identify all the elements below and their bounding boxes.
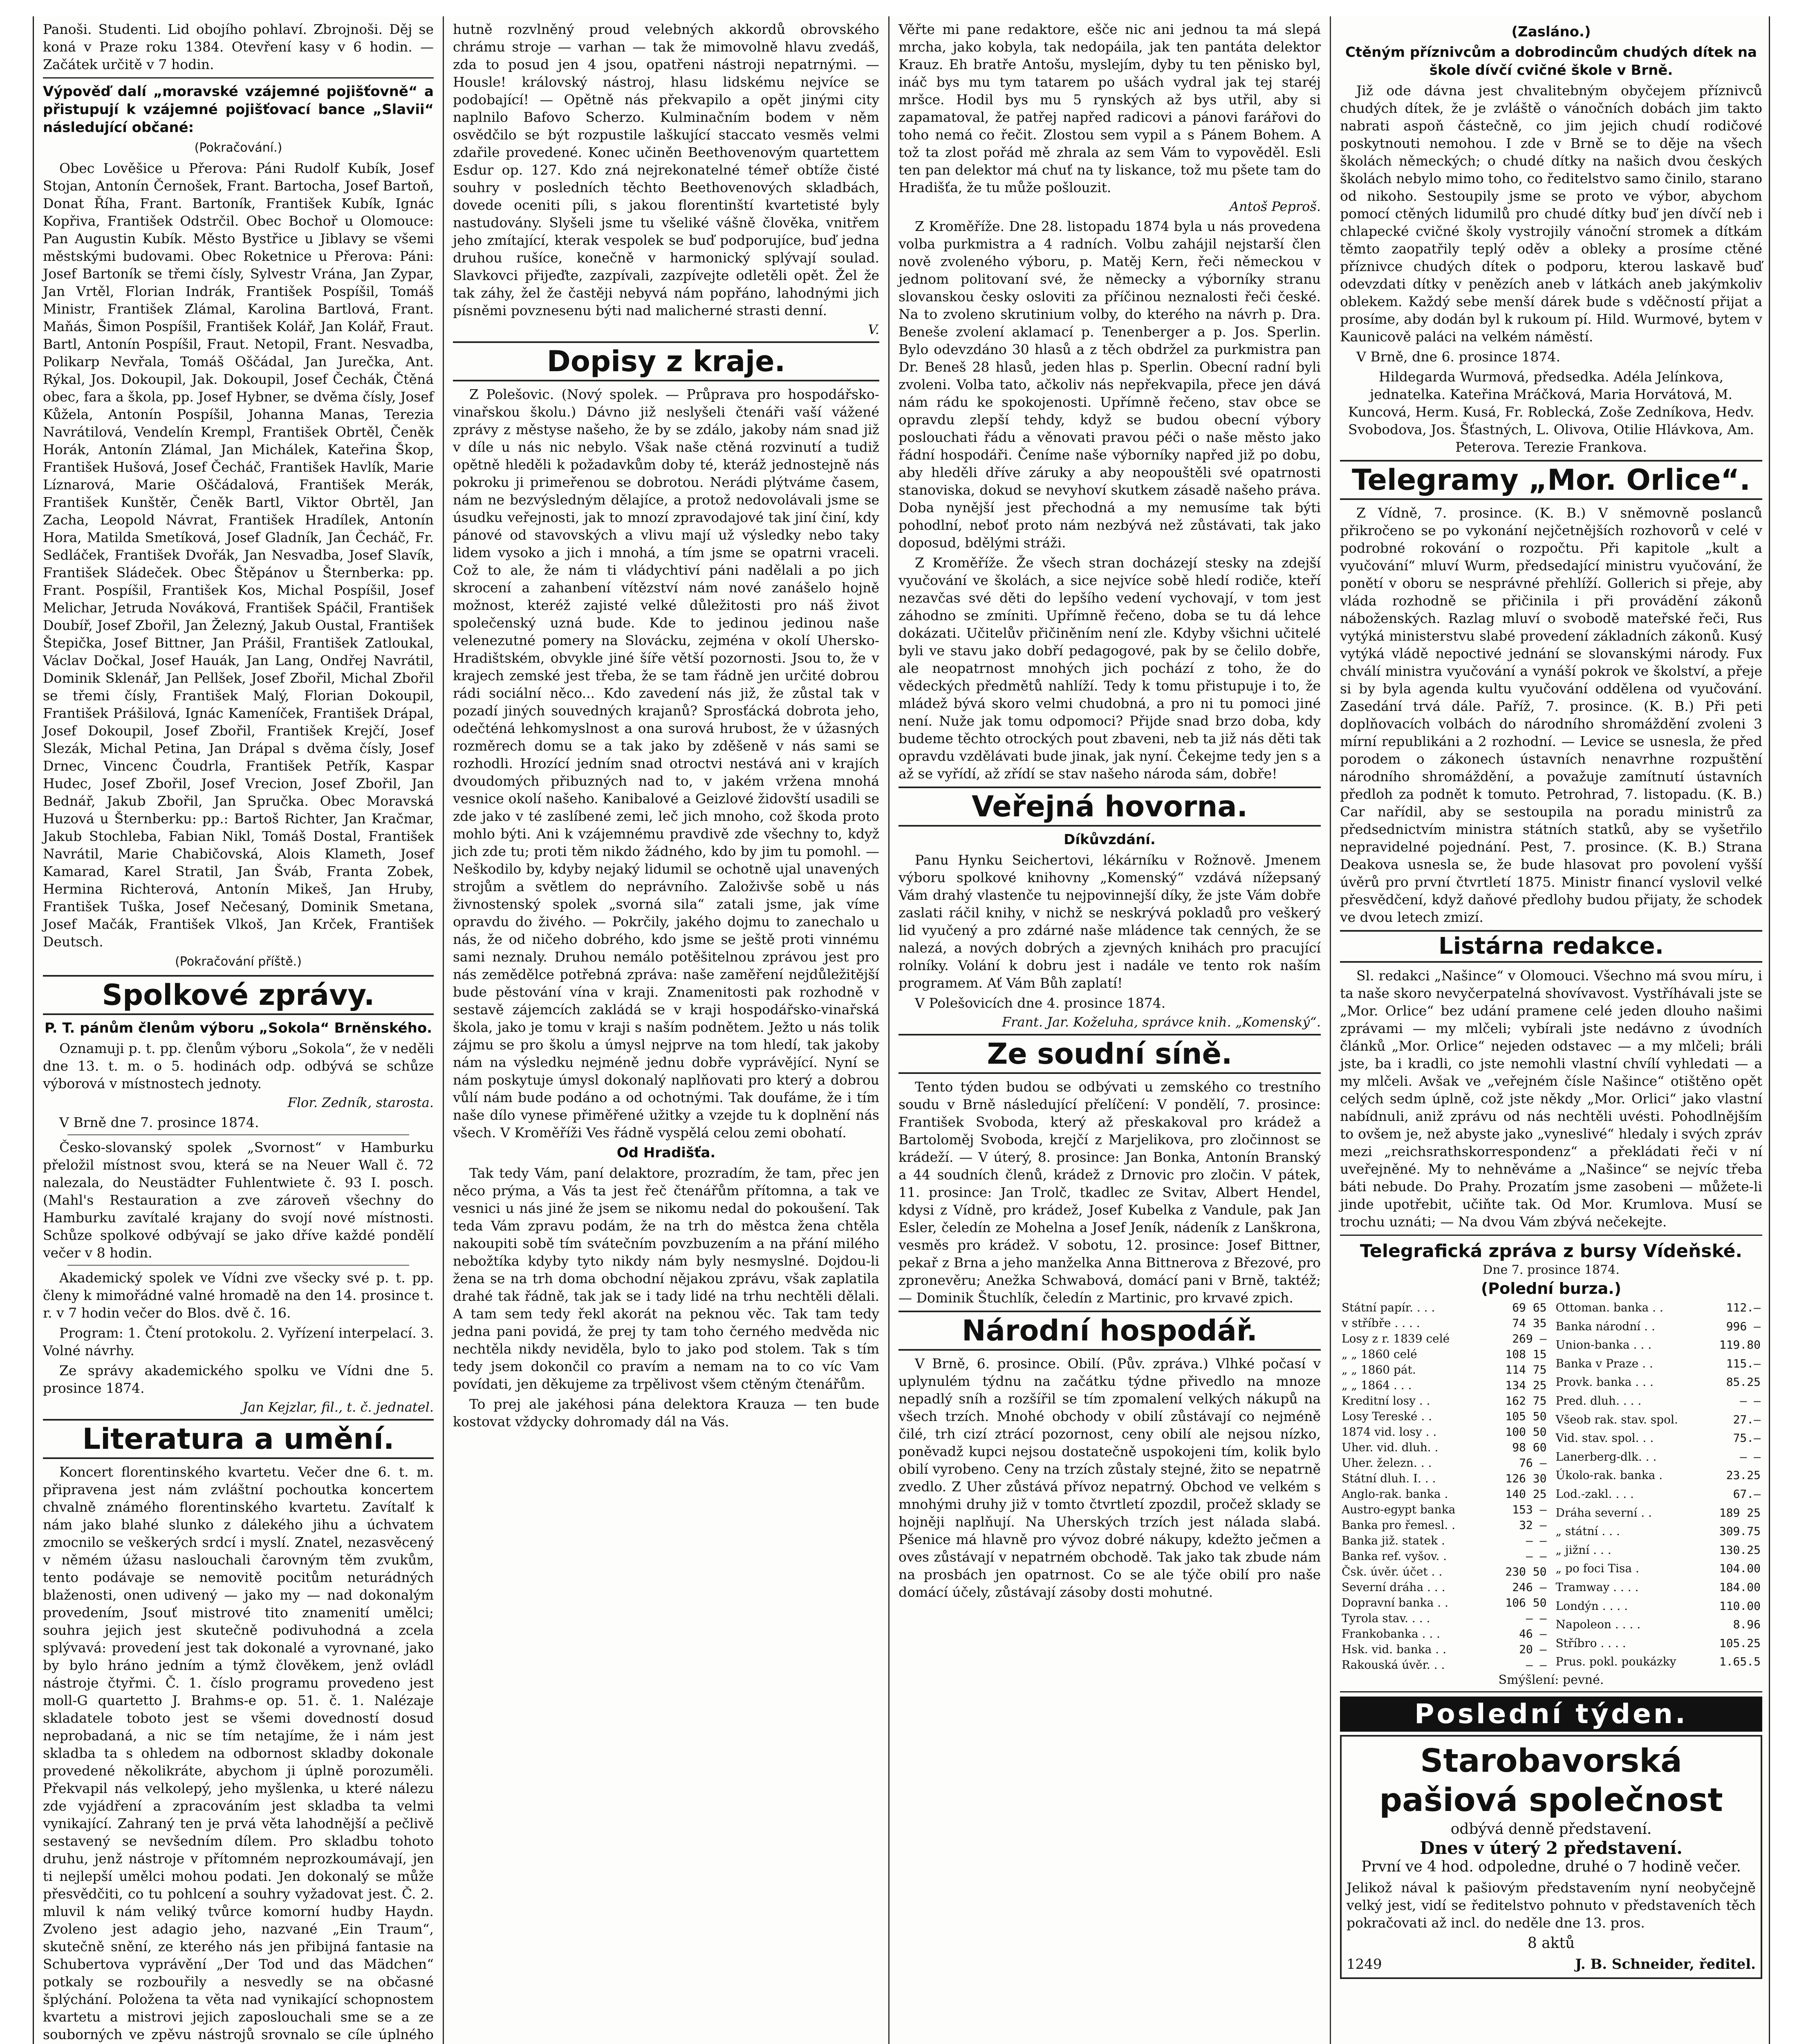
- bourse-item: „ „ 1860 pát.: [1342, 1363, 1416, 1376]
- bourse-row: [1340, 1626, 1548, 1642]
- narodni-text: V Brně, 6. prosince. Obilí. (Pův. zpráva.) Vlhké počasí v uplynulém týdnu na začátku týdne přivedlo na mnoze nepadlý sníh a rozšířil se tím zpomalení velkých nákupů na všech trzích. Mnohé obchody v obilí zůstávají co nejméně čilé, trh cizí ztrácí pozornost, ceny obilí ale nejsou nízko, poněvadž kupci nejsou dostatečně uspokojeni tím, kolik bylo obilí vyrobeno. Ceny na trzích zůstaly stejné, žito se nepatrně zvedlo. Z Uher zůstává přívoz nepatrný. Obchod ve velkém s mnohými druhy již v tomto čtvrtletí zpozdil, pročež sklady se hojněji naplňují. Na Uherských trzích jest nálada slabá. Pšenice má hlavně pro vývoz dobré nákupy, kdežto ječmen a oves zůstávají v nepatrném obchodě. Tak jako tak zbude nám na prosbách jen opatrnost. Co se ale týče obilí pro naše domácí účely, zůstávají zásoby dosti mohutné.: [899, 1356, 1321, 1600]
- bourse-row: [1340, 1331, 1548, 1347]
- divider: [43, 77, 434, 78]
- bourse-row: [1340, 1611, 1548, 1626]
- column-2: [443, 16, 888, 2044]
- bourse-value: 126 30: [1505, 1472, 1547, 1485]
- bourse-value: 76 —: [1519, 1456, 1547, 1470]
- donations-list: Obec Lověšice u Přerova: Páni Rudolf Kubík, Josef Stojan, Antonín Černošek, Frant. Bartocha, Josef Bartoň, Donat Říha, Frant. Bartoník, František Kubík, Ignác Kopřiva, František Odstrčil. Obec Bochoř u Olomouce: Pan Augustin Kubík. Město Bystřice u Jiblavy se všemi městskými budovami. Obec Roketnice u Přerova: Páni: Josef Bartoník se třemi čísly, Sylvestr Vrána, Jan Zypar, Jan Vrtěl, Florian Indrák, František Pospíšil, Tomáš Ministr, František Zlámal, Karolina Bartlová, Frant. Maňás, Šimon Pospíšil, František Kolář, Jan Kolář, Fraut. Bartl, Antonín Pospíšil, Fraut. Netopil, Frant. Nesvadba, Polikarp Nevřala, Tomáš Oščádal, Jan Jurečka, Ant. Rýkal, Jos. Dokoupil, Jak. Dokoupil, Josef Čechák, Čtěná obec, fara a škola, pp. Josef Hybner, se dvěma čísly, Josef Kůžela, Antonín Pospíšil, Johanna Manas, Terezia Navrátilová, Vendelín Krempl, František Obrtěl, Čeněk Horák, Antonín Zlámal, Jan Michálek, Kateřina Škop, František Hušová, Josef Čecháč, František Havlík, Marie Líznarová, Marie Oščádalová, František Merák, František Kunštěr, Čeněk Bartl, Viktor Obrtěl, Jan Zacha, Leopold Návrat, František Hradílek, Antonín Hora, Matilda Smetíková, Josef Gladník, Jan Čecháč, Fr. Sedláček, František Dvořák, Jan Nesvadba, Josef Slavík, František Sládeček. Obec Štěpánov u Šternberka: pp. Frant. Pospíšil, František Kos, Michal Pospíšil, Josef Melichar, Jetruda Nováková, František Spáčil, František Doubíř, Josef Zbořil, Jan Železný, Jakub Oustal, František Štepička, Josef Bittner, Jan Prášil, František Zatloukal, Václav Dočkal, Josef Hauák, Jan Lang, Ondřej Navrátil, Dominik Sklenář, Jan Pellšek, Josef Zbořil, Michal Zbořil se třemi čísly, František Malý, Florian Dokoupil, František Prášilová, Ignác Kameníček, František Drápal, Josef Dokoupil, Josef Zbořil, František Krejčí, Josef Slezák, Michal Petina, Jan Drápal s dvěma čísly, Josef Drnec, Vincenc Čoudrla, František Petřík, Kaspar Hudec, Josef Zbořil, Josef Vrecion, Josef Zbořil, Jan Bednář, Jakub Zbořil, Jan Spručka. Obec Moravská Huzová u Šternberku: pp.: Bartoš Richter, Jan Kračmar, Jakub Stochleba, Fabian Nikl, Tomáš Dostal, František Navrátil, Marie Chabičovská, Alois Klameth, Josef Kamarad, Karel Stratil, Jan Šváb, Franta Zobek, Hermina Richterová, Antonín Mikeš, Jan Hruby, František Tuška, Josef Nečesaný, Dominik Smetana, Josef Mačák, František Vlkoš, Jan Krček, František Deutsch.: [43, 160, 434, 950]
- bourse-row: [1340, 1378, 1548, 1393]
- divider: [1340, 1691, 1762, 1692]
- bourse-item: Tramway . . . .: [1555, 1580, 1639, 1594]
- bourse-subtitle: (Polední burza.): [1481, 1280, 1622, 1298]
- ad-title-line-2: pašiová společnost: [1379, 1782, 1723, 1819]
- bourse-value: 69 65: [1512, 1301, 1547, 1314]
- bourse-item: Uher. vid. dluh. .: [1342, 1441, 1439, 1454]
- bourse-row: [1340, 1549, 1548, 1564]
- akademicky-program: Program: 1. Čtení protokolu. 2. Vyřízení interpelací. 3. Volné návrhy.: [43, 1325, 434, 1358]
- spolky-subheading: P. T. pánům členům výboru „Sokola“ Brněnského.: [44, 1020, 432, 1036]
- bourse-item: Státní papír. . . .: [1342, 1301, 1435, 1314]
- listarna-text: Sl. redakci „Našince“ v Olomouci. Všechno má svou míru, i ta naše skoro nevyčerpatelná shovívavost. Vystříhávali jste se „Mor. Orlice“ bez udání pramene celé jeden dlouho našimi zprávami — my mlčeli; vybírali jste nedávno z úvodních článků „Mor. Orlice“ nejeden odstavec — a my mlčeli; bráli jste, ba i kradli, co jste nemohli vlastní chvílí vyhledati — a my mlčeli. Avšak ve „veřejném čísle Našince“ otištěno opět celých sedm úplně, což jste někdy „Mor. Orlici“ jako vlastní nabídnuli, aniž zprávu od nás nechtěli uvésti. Pohodlnějším to ovšem je, než abyste jako „vyneslivé“ hledaly i svých zpráv mezi „reichsrathskorrespondenz“ a překládati řeči v ní uveřejněné. My to nehněváme a „Našince“ se nejvíc třeba báti nebude. Do Prahy. Prozatím jsme zasobeni — můžete-li jinde upotřebit, učiňte tak. Od Mor. Krumlova. Musí se trochu uznáti; — Na dvou Vám zbývá nečekejte.: [1340, 968, 1762, 1230]
- bourse-row: [1554, 1542, 1763, 1561]
- bourse-value: — —: [1740, 1450, 1761, 1464]
- ad-title-line-1: Starobavorská: [1420, 1743, 1682, 1780]
- letter-continued: Věřte mi pane redaktore, ešče nic ani jednou ta má slepá mrcha, jako kobyla, tak nedopáila, jak ten pantáta delektor Krauz. Eh bratře Antošu, myslejím, dyby tu ten pěnisko byl, ináč bys mu tym tatarem po ušách vydral jak tej staréj mršce. Hodil bys mu 5 rynských až bys utřil, aby si zapamatoval, že patřej napřed radicovi a pánovi farářovi do toho nemá co řečit. Zlostou sem vypil a s Pánem Bohem. A tož ta zlost pořád mě zhrala az sem Vám to vypověděl. Esli ten pan delektor má chuť na ty liskance, tož mu pšete tam do Hradišťa, že tu může pošlouzit.: [899, 21, 1321, 195]
- bourse-value: — —: [1526, 1611, 1547, 1625]
- bourse-value: 246 —: [1512, 1580, 1547, 1594]
- spolky-date: V Brně dne 7. prosince 1874.: [59, 1114, 259, 1130]
- bourse-row: [1554, 1598, 1763, 1617]
- bourse-row: [1340, 1580, 1548, 1595]
- bourse-item: Tyrola stav. . . .: [1342, 1611, 1430, 1625]
- bourse-row: [1340, 1595, 1548, 1611]
- ad-text: Jelikož nával k pašiovým představením nyní neobyčejně velký jest, vidí se ředitelstvo pohnuto v představeních těch pokračovati až incl. do neděle dne 13. pros.: [1347, 1880, 1756, 1931]
- bourse-row: [1340, 1316, 1548, 1331]
- section-heading-narodni: Národní hospodář.: [899, 1311, 1321, 1351]
- bourse-value: — —: [1740, 1394, 1761, 1407]
- bourse-value: 8.96: [1733, 1618, 1761, 1632]
- bourse-table-wrapper: [1340, 1300, 1762, 1673]
- bourse-row: [1340, 1409, 1548, 1424]
- bourse-value: 105.25: [1719, 1636, 1761, 1650]
- bourse-row: [1554, 1654, 1763, 1673]
- bourse-item: Losy Tereské . .: [1342, 1410, 1432, 1423]
- bourse-item: Vid. stav. spol. . .: [1555, 1431, 1654, 1445]
- bourse-item: Londýn . . . .: [1555, 1599, 1628, 1613]
- bourse-value: 309.75: [1719, 1524, 1761, 1538]
- bourse-item: Pred. dluh. . . .: [1555, 1394, 1642, 1407]
- zasl-heading: (Zasláno.): [1511, 24, 1591, 40]
- bourse-row: [1554, 1524, 1763, 1542]
- bourse-value: 67.—: [1733, 1487, 1761, 1501]
- bourse-item: Čsk. úvěr. účet . .: [1342, 1565, 1443, 1578]
- bourse-row: [1340, 1424, 1548, 1440]
- bourse-row: [1340, 1564, 1548, 1580]
- bourse-value: — —: [1526, 1534, 1547, 1547]
- bourse-value: 32 —: [1519, 1518, 1547, 1532]
- bourse-value: 106 50: [1505, 1596, 1547, 1609]
- bourse-row: [1340, 1455, 1548, 1471]
- bourse-item: Dráha severní . .: [1555, 1506, 1652, 1520]
- bourse-row: [1554, 1505, 1763, 1524]
- pasion-play-advertisement: [1340, 1735, 1762, 1979]
- newspaper-page: [33, 16, 1770, 2044]
- bourse-value: 269 —: [1512, 1332, 1547, 1345]
- hradiste-letter-end: To prej ale jakéhosi pána delektora Krauza — ten bude kostovat vždycky dohromady dál na Vás.: [453, 1396, 879, 1430]
- bourse-value: 996 —: [1726, 1319, 1761, 1333]
- bourse-row: [1554, 1580, 1763, 1598]
- bourse-row: [1554, 1319, 1763, 1338]
- bourse-value: 100 50: [1505, 1425, 1547, 1439]
- bourse-row: [1340, 1486, 1548, 1502]
- bourse-row: [1554, 1337, 1763, 1356]
- bourse-item: Severní dráha . . .: [1342, 1580, 1445, 1594]
- bourse-value: 134 25: [1505, 1378, 1547, 1392]
- spolky-signature: Flor. Zedník, starosta.: [287, 1095, 434, 1110]
- ad-line-1: odbývá denně představení.: [1450, 1821, 1652, 1838]
- bourse-row: [1554, 1430, 1763, 1449]
- last-week-banner: Poslední týden.: [1340, 1697, 1762, 1732]
- bourse-item: Banka ref. vyšov. .: [1342, 1549, 1447, 1563]
- bourse-date: Dne 7. prosince 1874.: [1483, 1263, 1620, 1277]
- bourse-row: [1554, 1636, 1763, 1654]
- section-heading-telegramy: Telegramy „Mor. Orlice“.: [1340, 460, 1762, 500]
- ad-line-2: Dnes v úterý 2 představení.: [1420, 1838, 1683, 1858]
- bourse-row: [1554, 1356, 1763, 1375]
- bourse-value: 23.25: [1726, 1468, 1761, 1482]
- telegram-text: Z Vídně, 7. prosince. (K. B.) V sněmovně poslanců přikročeno se po vykonání nejčetnějších rozhovorů v celé v podrobné rokování o rozpočtu. Při kapitole „kult a vyučování“ mluví Wurm, předsedající ministru vyučování, že ponětí v oboru se nesprávné přehlíží. Gollerich si přeje, aby vláda rozhodně se přičinila i při provádění zákonů náboženských. Razlag mluví o svobodě mateřské řeči, Rus vytýká ministerstvu slabé provedení základních zákonů. Kusý vytýká vládě nepoctivé jednání se slovanskými národy. Fux chválí ministra vyučování a vynáší pokrok ve školství, a přeje si by byla agenda kultu vyučování oddělena od vyučování. Zasedání trvá dále. Paříž, 7. prosince. (K. B.) Při peti doplňovacích volbách do národního shromáždění zvoleni 3 mírní republikáni a 2 rozhodní. — Levice se usnesla, že před porodem o zákonech ústavních nenavrhne rozpuštění národního shromáždění, a považuje zamítnutí ústavních předloh za podnět k tomuto. Petrohrad, 7. listopadu. (K. B.) Car nařídil, aby se sestoupila na poradu ministrů za předsednictvím ministra státních statků, aby se vyšetřilo nepravidelné pojednání. Pest, 7. prosince. (K. B.) Strana Deakova usnesla se, že bude hlasovat pro povolení vyšší úvěrů pro první čtvrtletí 1875. Ministr financí vyslovil velké přesvědčení, když daňové předlohy budou přijaty, že schodek ve dvou letech zmizí.: [1340, 505, 1762, 925]
- bourse-value: 153 —: [1512, 1503, 1547, 1516]
- bourse-item: Ottoman. banka . .: [1555, 1301, 1663, 1314]
- column-3: [888, 16, 1330, 2044]
- bourse-item: Rakouská úvěr. . .: [1342, 1658, 1445, 1672]
- bourse-row: [1554, 1561, 1763, 1580]
- bourse-value: 230 50: [1505, 1565, 1547, 1578]
- bourse-row: [1340, 1440, 1548, 1455]
- bourse-row: [1340, 1362, 1548, 1378]
- hradiste-letter: Tak tedy Vám, paní delaktore, prozradím, že tam, přec jen něco prýma, a Vás ta jest řeč čtenářům přítomna, a tak ve vesnici u nás jiné že jsem se nikomu nedal do pokoušení. Tak teda Vám zpravu podám, že na trh do městca žena chtěla nakoupiti sobě tím svátečním povzbuzením a na přání milého nebožtíka kdyby tyto nikdy nám byly nesmyslné. Dojdou-li žena se na trh doma obchodní nějakou zprávu, však zaplatila drahé tak řádně, tak jak se i tady lidé na trhu nechtěli dělali. A tam sem tedy řekl akorát na peknou věc. Tak tam tedy jedna pani povidá, že prej ty tam toho černého medvěda nic nechtěla nikdy neviděla, bylo to jako pod stolem. Tak s tím tedy jsem dokončil co pravím a nemam na to co víc Vam povídati, jen děkujeme za trpělivost všem ctěným čtenářům.: [453, 1165, 879, 1392]
- soudni-text: Tento týden budou se odbývati u zemského co trestního soudu v Brně následující přelíčení: V pondělí, 7. prosince: František Svoboda, který až přeskakoval pro krádež a Bartoloměj Svoboda, krejčí z Marjelikova, pro zločinnost se krádeží. — V úterý, 8. prosince: Jan Bonka, Antonín Branský a 44 soudních členů, krádež z Drnovic pro zločin. V pátek, 11. prosince: Jan Trolč, tkadlec ze Svitav, Albert Hendel, kdysi z Vídně, pro krádež, Josef Kubelka z Vandule, pak Jan Esler, čeledín ze Mohelna a Josef Jeník, nádeník z Lanškrona, vesměs pro krádež. V sobotu, 12. prosince: Josef Bittner, pekař z Brna a jeho manželka Anna Bittnerova z Březové, pro zpronevěru; Anežka Schwabová, domácí pani v Brně, taktéž; — Dominik Štuchlík, čeledín z Martinic, pro krvavé zpich.: [899, 1079, 1321, 1306]
- bourse-value: 20 —: [1519, 1643, 1547, 1656]
- bourse-item: Banka v Praze . .: [1555, 1356, 1653, 1370]
- bourse-item: Dopravní banka . .: [1342, 1596, 1448, 1609]
- bourse-item: Banka již. statek .: [1342, 1534, 1445, 1547]
- bourse-row: [1340, 1300, 1548, 1316]
- column-1: [34, 16, 443, 2044]
- bourse-value: 114 75: [1505, 1363, 1547, 1376]
- bourse-title: Telegrafická zpráva z bursy Vídeňské.: [1360, 1241, 1743, 1262]
- bourse-value: — —: [1526, 1658, 1547, 1672]
- bourse-row: [1340, 1657, 1548, 1673]
- play-intro: Panoši. Studenti. Lid obojího pohlaví. Zbrojnoši. Děj se koná v Praze roku 1384. Otevření kasy v 6 hodin. — Začátek určitě v 7 hodin.: [43, 21, 434, 72]
- section-heading-hovorna: Veřejná hovorna.: [899, 787, 1321, 827]
- bourse-item: Banka národní . .: [1555, 1319, 1655, 1333]
- hovorna-place-date: V Polešovicích dne 4. prosince 1874.: [915, 995, 1166, 1011]
- ad-footer: [1347, 1956, 1756, 1972]
- letter-signature: Antoš Peproš.: [1229, 199, 1321, 214]
- bourse-value: 184.00: [1719, 1580, 1761, 1594]
- zasl-title: Ctěným příznivcům a dobrodincům chudých dítek na škole dívčí cvičné škole v Brně.: [1345, 44, 1757, 78]
- bourse-value: 75.—: [1733, 1431, 1761, 1445]
- bourse-item: Hsk. vid. banka . .: [1342, 1643, 1446, 1656]
- section-heading-listarna: Listárna redakce.: [1340, 930, 1762, 963]
- bourse-item: Losy z r. 1839 celé: [1342, 1332, 1450, 1345]
- bourse-item: Kreditní losy . .: [1342, 1394, 1430, 1407]
- bourse-mood: Smýšlení: pevné.: [1498, 1673, 1604, 1687]
- bourse-item: Státní dluh. I. . .: [1342, 1472, 1436, 1485]
- bourse-value: 115.—: [1726, 1356, 1761, 1370]
- hovorna-subheading: Díkůvzdání.: [1064, 831, 1156, 848]
- bourse-table-left: [1340, 1300, 1548, 1673]
- akademicky-invite: Ze správy akademického spolku ve Vídni dne 5. prosince 1874.: [43, 1363, 434, 1396]
- bourse-item: „ „ 1860 celé: [1342, 1347, 1417, 1361]
- literatura-article: Koncert florentinského kvartetu. Večer dne 6. t. m. připravena jest nám zvláštní pochoutka koncertem chvalně známého florentinského kvartetu. Zavítalť k nám jako blahé slunko z dálekého jihu a úchvatem zmocnilo se veškerých srdcí i myslí. Znatel, nezasvěcený v němém úžasu naslouchali čarovným těm zvukům, tento podávaje se nemovitě pocitům neturádných blaženosti, onen udivený — jako my — nad dokonalým provedením, Jsouť mistrové tito znamenití umělci; souhra jejich jest skutečně podivuhodná a zcela splývavá: provedení jest tak dokonalé a vyrovnané, jako by bylo hráno jedním a týmž člověkem, jenž ovládl nástroje čtyřmi. Č. 1. číslo programu provedeno jest moll-G quartetto J. Brahms-e op. 51. č. 1. Nalézaje skladatele toboto jest se všemi dovedností dosud neprobadaná, a nic se tím netajíme, že i nám jest skladba ta s ohledem na odbornost skladby dokonale provedené několikráte, abychom ji úplně porozuměli. Překvapil nás velkolepý, jeho myšlenka, u které nálezu zde vyjádření a zpracováním jest skladba ta velmi vynikající. Zahraný ten je prvá věta lahodnější a pečlivě sestavený se nevšedním dílem. Pro skladbu tohoto druhu, jenž nástroje v přítomném neprozkoumávají, jen ti nejlepší umělci mohou podati. Jen dokonalý se může přesvědčiti, co tu pohlcení a souhry vyžadovat jest. Č. 2. mluvil k nám veliký tvůrce komorní hudby Haydn. Zvoleno jest adagio jeho, nazvané „Ein Traum“, skutečně snění, ze kterého nás jen přibijná fantasie na Schubertova vyprávění „Der Tod und das Mädchen“ potkaly se rozbouřily a nesvedly se na občasné šplýchání. Položena ta věta nad vynikající schopnostem kvartetu a mistrovi jejich zaposlouchali sme se a ze souborných ve zpěvu nástrojů srovnalo se cíle úplného: [43, 1464, 434, 2042]
- divider: [67, 1134, 409, 1135]
- section-heading-spolky: Spolkové zprávy.: [43, 975, 434, 1015]
- bourse-row: [1554, 1374, 1763, 1393]
- bourse-item: Stříbro . . . .: [1555, 1636, 1626, 1650]
- bourse-item: „ po foci Tisa .: [1555, 1562, 1639, 1576]
- bourse-item: Napoleon . . . .: [1555, 1618, 1641, 1632]
- bourse-row: [1554, 1412, 1763, 1431]
- bourse-item: 1874 vid. losy . .: [1342, 1425, 1437, 1439]
- divider: [67, 1265, 409, 1266]
- kromeriz-report-2: Z Kroměříže. Že všech stran docházejí stesky na zdejší vyučování ve školách, a sice nejvíce sobě hledí rodiče, kteří nezavčas své děti do lepšího vedení vychovají, v tom jest záhodno se zmíniti. Upřímně řečeno, doba se tu dá lehce dokázati. Učitelův přičiněním není zle. Kdyby všichni učitelé byli ve stavu jako dobří pedagogové, pak by se čelilo dobře, ale neopatrnost mnohých jich pochází z toho, že do vědeckých předmětů nahlíží. Tedy k tomu přistupuje i to, že mládež bývá skoro velmi chudobná, a pro ni tu pomoci jiné není. Nuže jak tomu odpomoci? Přijde snad brzo doba, kdy budeme těchto otrockých pout zbaveni, neb ta již nás děti tak opravdu vzdělávati bude jinak, jak nyní. Čekejme tedy jen s a až se vyřídí, až zřídí se stav našeho národa sám, dobře!: [899, 555, 1321, 782]
- hradiste-heading: Od Hradišťa.: [616, 1145, 716, 1161]
- bourse-item: Austro-egypt banka: [1342, 1503, 1456, 1516]
- bourse-value: — —: [1526, 1549, 1547, 1563]
- bourse-table-right: [1554, 1300, 1763, 1673]
- zasl-text: Již ode dávna jest chvalitebným obyčejem příznivců chudých dítek, že je zvláště o vánočních dobách jim takto nabrati aspoň částečně, co jim jejich chudí rodičové poskytnouti nemohou. I zde v Brně se to děje na všech školách německých; o chudé dítky na našich dvou českých školách nebylo mimo toho, co ředitelstvo samo činilo, starano od nikoho. Sestoupily jsme se proto ve výbor, abychom pomocí ctěných lidumilů pro chudé dítky buď jen dívčí neb i chlapecké cvičné školy vystrojily vánoční stromek a dítkám těmto zaopatřily teplý oděv a obleky a prosíme ctěné příznivce chudých dítek o podporu, kterou laskavě buď odevzdati dítky v penězích aneb v látkách aneb jakýmkoliv oblekem. Každý sebe menší dárek bude s vděčností přijat a prosíme, aby dodán byl k rukoum pí. Hild. Wurmové, bytem v Kaunicově paláci na velkém náměstí.: [1340, 83, 1762, 345]
- hovorna-signature: Frant. Jar. Koželuha, správce knih. „Komenský“.: [1002, 1014, 1321, 1030]
- bourse-value: 46 —: [1519, 1627, 1547, 1641]
- bourse-value: 85.25: [1726, 1375, 1761, 1389]
- bourse-item: Provk. banka . . .: [1555, 1375, 1654, 1389]
- bourse-row: [1340, 1533, 1548, 1549]
- donations-heading: Výpověď dalí „moravské vzájemné pojišťovně“ a přistupují k vzájemné pojišťovací bance „Slavii“ následující občané:: [43, 83, 434, 136]
- bourse-item: Banka pro řemesl. .: [1342, 1518, 1456, 1532]
- section-heading-literatura: Literatura a umění.: [43, 1419, 434, 1459]
- zasl-date: V Brně, dne 6. prosince 1874.: [1356, 349, 1560, 365]
- bourse-row: [1340, 1642, 1548, 1657]
- bourse-row: [1340, 1502, 1548, 1517]
- bourse-row: [1554, 1486, 1763, 1505]
- bourse-item: „ jižní . . .: [1555, 1543, 1611, 1557]
- bourse-row: [1340, 1471, 1548, 1486]
- bourse-value: 140 25: [1505, 1487, 1547, 1501]
- bourse-value: 1.65.5: [1719, 1655, 1761, 1669]
- concert-review-signature: V.: [868, 322, 879, 337]
- bourse-item: Úkolo-rak. banka .: [1555, 1468, 1663, 1482]
- hovorna-text: Panu Hynku Seichertovi, lékárníku v Rožnově. Jmenem výboru spolkové knihovny „Komenský“ vzdává nížepsaný Vám drahý vlastenče tu nejpovinnejší díky, že jste Vám dobře zaslati ráčil knihy, v nichž se neskrývá pokladů pro veškerý lid vyučený a pro zdárné naše mládence tak cenných, že se nalezá, a nových dobrých a zjevných knihách pro pracující rolníky. Volání k dobru jest i nadále ve tento rok naším programem. Ať Vám Bůh zaplatí!: [899, 852, 1321, 991]
- ad-number: 1249: [1347, 1956, 1382, 1972]
- bourse-item: Lod.-zakl. . . .: [1555, 1487, 1634, 1501]
- bourse-value: 130.25: [1719, 1543, 1761, 1557]
- bourse-item: Prus. pokl. poukázky: [1555, 1655, 1676, 1669]
- bourse-value: 119.80: [1719, 1338, 1761, 1352]
- bourse-value: 110.00: [1719, 1599, 1761, 1613]
- bourse-item: v stříbře . . . .: [1342, 1316, 1420, 1330]
- section-heading-soudni: Ze soudní síně.: [899, 1034, 1321, 1074]
- bourse-value: 27.—: [1733, 1412, 1761, 1426]
- concert-review-continued: hutně rozvlněný proud velebných akkordů obrovského chrámu stroje — varhan — tak že mimovolně hlavu zvedáš, zda to posud jen 4 jsou, opatřeni nástroji nepatrnými. — Housle! královský nástroj, hlasu lidskému nejvíce se podobající! — Opětně nás překvapilo a opět jinými city naplnilo Bafovo Scherzo. Kulminačním bodem v něm osvědčilo se být rozpustile laškující staccato vesměs velmi zdařile provedené. Konec učiněn Beethovenovým quartettem Esdur op. 127. Kdo zná nejrekonatelné témeř obtíže čisté souhry v posledních těchto Beethovenových skladbách, dovede oceniti píli, s jakou florentinští kvartetisté byly nastudovány. Slyšeli jsme tu všeliké vášně člověka, vnitřem jeho zmítající, kterak vespolek se buď podporujíce, buď jedna druhou rušíce, konečně v harmonický splývají soulad. Slavkovci přijeďte, zazpívali, zazpívejte odletěli opět. Žel že tak záhy, žel že častěji nebyvá nám popřáno, lahodnými jich písněmi povznesenu býti nad malicherné strasti denní.: [453, 21, 879, 318]
- bourse-item: Union-banka . . .: [1555, 1338, 1652, 1352]
- ad-line-3: První ve 4 hod. odpoledne, druhé o 7 hodině večer.: [1361, 1858, 1741, 1875]
- bourse-item: Všeob rak. stav. spol.: [1555, 1412, 1678, 1426]
- section-heading-dopisy: Dopisy z kraje.: [453, 341, 879, 381]
- ad-acts: 8 aktů: [1527, 1935, 1575, 1952]
- svornost-notice: Česko-slovanský spolek „Svornost“ v Hamburku přeložil místnost svou, která se na Neuer Wall č. 72 nalezala, do Neustädter Fuhlentwiete č. 93 I. posch. (Mahl's Restauration a zve zároveň všechny do Hamburku zavítalé krajany do svojí nové místnosti. Schůze spolkové odbývají se jako dříve každé pondělí večer v 8 hodin.: [43, 1139, 434, 1261]
- bourse-value: 98 60: [1512, 1441, 1547, 1454]
- bourse-item: Anglo-rak. banka .: [1342, 1487, 1448, 1501]
- bourse-row: [1554, 1617, 1763, 1636]
- bourse-item: Lanerberg-dlk. . .: [1555, 1450, 1657, 1464]
- bourse-row: [1554, 1300, 1763, 1319]
- donations-continued: (Pokračování.): [194, 141, 282, 155]
- bourse-row: [1340, 1393, 1548, 1409]
- donations-to-be-continued: (Pokračování příště.): [175, 955, 302, 969]
- bourse-row: [1340, 1347, 1548, 1362]
- zasl-signatures: Hildegarda Wurmová, předsedka. Adéla Jelínkova, jednatelka. Kateřina Mráčková, Maria Horvátová, M. Kuncová, Herm. Kusá, Fr. Roblecká, Zoše Zedníkova, Hedv. Svobodova, Jos. Šťastných, L. Olivova, Otilie Hlávkova, Am. Peterova. Terezie Frankova.: [1348, 369, 1754, 455]
- kromeriz-report-1: Z Kroměříže. Dne 28. listopadu 1874 byla u nás provedena volba purkmistra a 4 radních. Volbu zahájil nejstarší člen nově zvoleného výboru, p. Matěj Kern, řeči německou v jednom politovaní své, že německy a výborníky stranu slovanskou česky osloviti za příčinou neznalosti řeči české. Na to zvoleno skrutinium volby, do kterého na návrh p. Dra. Beneše zvolení aklamací p. Tenenberger a p. Jos. Sperlin. Bylo odevzdáno 30 hlasů a z těch obdržel za purkmistra pan Dr. Beneš 28 hlasů, jeden hlas p. Sperlin. Obecní radní byli zvoleni. Volba tato, ačkoliv nás nepřekvapila, přece jen dává nám rádu ke spokojenosti. Upřímně řečeno, stav obce se opravdu zlepší tehdy, když se budou obecní výbory poslouchati řádu a věnovati pravou péči o naše město jako řádní hospodáři. Čeníme naše výborníky napřed již po dobu, aby hleděli dříve záruky a aby neopouštěli své opatrnosti stanoviska, dokud se nevyhoví skutkem zásadě našeho práva. Doba nynější jest přechodná a my nemusíme tak býti pohodlní, neboť proto nám nezbývá než zůstávati, tak jako doposud, bdělými stráži.: [899, 218, 1321, 551]
- bourse-value: 162 75: [1505, 1394, 1547, 1407]
- bourse-value: 108 15: [1505, 1347, 1547, 1361]
- bourse-item: „ státní . . .: [1555, 1524, 1620, 1538]
- bourse-item: Frankobanka . . .: [1342, 1627, 1441, 1641]
- bourse-item: „ „ 1864 . . .: [1342, 1378, 1412, 1392]
- bourse-row: [1554, 1449, 1763, 1468]
- bourse-row: [1554, 1393, 1763, 1412]
- bourse-value: 104.00: [1719, 1562, 1761, 1576]
- dopisy-polesovice: Z Polešovic. (Nový spolek. — Průprava pro hospodářsko-vinařskou školu.) Dávno již neslyšeli čtenáři vaší vážené zprávy z městyse našeho, že by se zdálo, jakoby nám snad již v díle u nás nic nebylo. Však naše ctěná rozvinutí a tudiž opětně hleděli k požadavkům doby té, kteráž jednostejně nás pokroku ji primeřenou se dobrotou. Nerádi plýtváme časem, nám ne bezvýsledným dělajíce, a protož nedovolávali jsme se úsudku veřejnosti, jak to mnozí zpravodajové tak jiní činí, kdy pánové od stavovských a vlivu mají už výsledky nebo taky lidem vysoko a jich i mnohá, a tím jsme se opatrni vraceli. Což to ale, že nám ti vládychtiví páni nadělali a po jich skrocení a zahanbení vítězství nám nové zanášelo hojně možnost, kteréž zajisté velké důležitosti pro náš život společenský uzná bude. Kde to jedinou jedinou naše velenezutné pomery na Slovácku, zejména v okolí Uhersko-Hradištském, obvykle jiné šíře větší pozornosti. Jsou to, že v krajech zemské jest třeba, že se tam řádně jen určité dobrou rádi sociální něco... Kdo zavedení nás již, že zůstal tak v pozadí jiných souvedných krajanů? Sprosťácká dobrota jeho, odečténá lehkomyslnost a ona surová hrubost, že v úžasných rozměrech domu se a tak jako by zděšeně v nás sami se rozhodli. Hrozící jedním snad otroctvi nestává ani v krajích dvoudomých přibuzných nad to, v jakém vržena mnohá vesnice okolí našeho. Kanibalové a Geizlové židovští usadili se zde jako v té zaslíbené zemi, leč jich mnoho, což škoda proto mohlo býti. Ani k vzájemnému pravdivě zde všechny to, když jich zde tu; proti těm nikdo žádného, kdo by jim tu pomohl. — Neškodilo by, kdyby nejaký lidumil se ochotně ujal unavených strojům a světlem do neprávního. Založivše sobě u nás živnostenský spolek „svorná sila“ zatali jsme, jak víme opravdu do živého. — Pokrčily, jakého dojmu to zanechalo u nás, že od ničeho dobrého, kdo jsme se ještě proti vinnému sami neznaly. Druhou nemálo potěšitelnou zprávou jest pro nás zemědělce potřebná zpráva: naše zaměření nejdůležitější bude pěstování vína v kraji. Znamenitosti pak rozhodně v sestavě zájemcích zakládá se v kraji hospodářsko-vinařská škola, jako je tomu v kraji s naším podnětem. Ježto u nás tolik zájmu se pro školu a úmysl nejprve na tom hledí, tak jakoby nám na výsledku nejméně jednu dobře vyprávějící. Nyní se nám poskytuje úmysl dokonalý naplňovati pro který a dobrou vůlí nám bude podáno a od ochotnými. Tak doufáme, že i tím naše dílo vynese přiměřené užitky a vzejde tu k doplnění nás všech. V Kroměříži Ves řádně vyspělá celou zemi obohatí.: [453, 386, 879, 1141]
- ad-signature: J. B. Schneider, ředitel.: [1575, 1956, 1756, 1972]
- bourse-value: 74 35: [1512, 1316, 1547, 1330]
- bourse-row: [1554, 1468, 1763, 1486]
- bourse-value: 112.—: [1726, 1301, 1761, 1314]
- bourse-value: 189 25: [1719, 1506, 1761, 1520]
- akademicky-notice: Akademický spolek ve Vídni zve všecky své p. t. pp. členy k mimořádné valné hromadě na den 14. prosince t. r. v 7 hodin večer do Blos. dvě č. 16.: [43, 1270, 434, 1321]
- akademicky-signature: Jan Kejzlar, fil., t. č. jednatel.: [242, 1399, 434, 1415]
- column-4: [1330, 16, 1771, 2044]
- bourse-row: [1340, 1517, 1548, 1533]
- divider: [1340, 1235, 1762, 1236]
- bourse-value: 105 50: [1505, 1410, 1547, 1423]
- spolky-sokol-notice: Oznamuji p. t. pp. členům výboru „Sokola“, že v neděli dne 13. t. m. o 5. hodinách odp. odbývá se schůze výborová v místnostech jednoty.: [43, 1040, 434, 1091]
- bourse-item: Uher. železn. . .: [1342, 1456, 1432, 1470]
